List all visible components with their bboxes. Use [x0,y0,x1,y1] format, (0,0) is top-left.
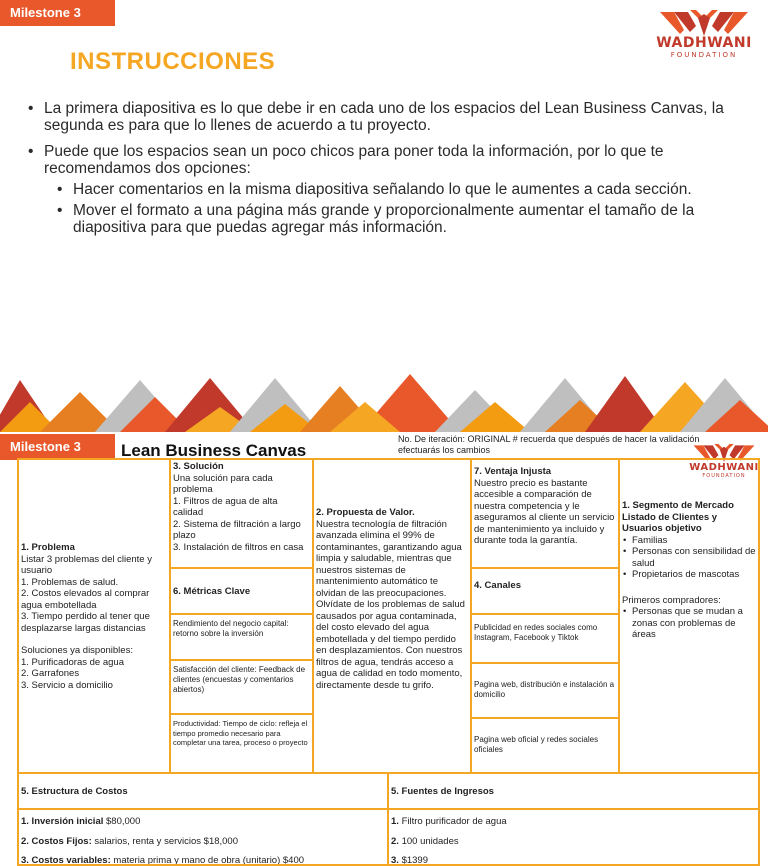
cell-solucion[interactable] [169,458,314,569]
cell-text: Nuestra tecnología de filtración avanzada elimina el 99% de contaminantes, garantizando agua limpia y saludable, mientras que nuestros sistemas de mantenimiento automático te olvidan de las preocupaciones. [316,518,462,599]
list-item: 1. Problemas de salud. [21,576,119,588]
cell-text: Una solución para cada problema [173,472,273,495]
decorative-triangles [0,372,768,432]
cell-text: Olvídate de los problemas de salud causados por agua contaminada, del costo elevado del agua embotellada y del tiempo perdido en desplazamientos. Con nuestros filtros de agua, tendrás acceso a agua de calidad en todo momento, directamente desde tu grifo. [316,599,465,691]
cell-canales-2[interactable] [470,662,620,719]
list-item: 3. Instalación de filtros en casa [173,541,304,553]
cell-heading: 3. Solución [173,461,224,472]
sub-bullet-item: • Hacer comentarios en la misma diapositiva señalando lo que le aumentes a cada sección. [57,181,743,198]
logo-chevrons-icon [660,10,748,36]
cost-row: 3. Costos variables: materia prima y mano de obra (unitario) $400 [21,855,305,866]
channel-item: Pagina web, distribución e instalación a domicilio [474,680,615,699]
early-buyers-list [622,606,756,641]
cost-row: 1. Inversión inicial $80,000 [21,816,141,827]
list-item: • Propietarios de mascotas [622,569,756,581]
cell-heading: 5. Fuentes de Ingresos [389,774,758,810]
cell-subheading: Soluciones ya disponibles: [21,645,133,656]
milestone-tag: Milestone 3 [0,0,115,26]
cell-propuesta[interactable] [312,458,472,774]
cell-heading: 2. Propuesta de Valor. [316,507,415,518]
list-item: 3. Servicio a domicilio [21,679,113,691]
cell-metricas-2[interactable] [169,659,314,715]
cell-text: Nuestro precio es bastante accesible a comparación de nuestra competencia y le aseguramos al cliente un servicio de mantenimiento ya incluido y durante toda la garantía. [474,477,615,546]
cell-heading: 1. Problema [21,542,75,553]
cell-costos[interactable] [17,772,389,866]
sub-bullet-item: • Mover el formato a una página más grande y proporcionalmente aumentar el tamaño de la diapositiva para que puedas agregar más información. [57,202,743,236]
bullet-item: • La primera diapositiva es lo que debe ir en cada uno de los espacios del Lean Business Canvas, la segunda es para que lo llenes de acuerdo a tu proyecto. [28,100,743,134]
cell-subheading: Primeros compradores: [622,594,721,606]
cell-heading: 1. Segmento de Mercado Listado de Clientes y Usuarios objetivo [622,500,734,534]
channel-item: Pagina web oficial y redes sociales oficiales [474,735,599,754]
metric-item: Rendimiento del negocio capital: retorno sobre la inversión [173,619,289,638]
cell-canales-3[interactable] [470,717,620,774]
wadhwani-logo [652,10,756,59]
cell-canales-1[interactable] [470,613,620,664]
metric-item: Satisfacción del cliente: Feedback de clientes (encuestas y comentarios abiertos) [173,665,306,694]
logo-name: WADHWANI [689,462,759,473]
cell-canales-header[interactable] [470,567,620,615]
canvas-title: Lean Business Canvas [121,441,307,460]
revenue-row: 2. 100 unidades [391,835,459,847]
segment-list [622,535,756,581]
cell-segmento[interactable] [618,458,760,774]
list-item: • Familias [622,535,756,547]
slide-lean-canvas [0,432,768,866]
cell-problema[interactable] [17,458,171,774]
logo-sub: FOUNDATION [702,473,746,479]
cell-heading: 6. Métricas Clave [173,586,251,597]
cell-ventaja[interactable] [470,458,620,569]
cell-metricas-header[interactable] [169,567,314,615]
cell-metricas-3[interactable] [169,713,314,774]
logo-name: WADHWANI [656,35,752,51]
cell-heading: 5. Estructura de Costos [19,774,387,810]
list-item: 1. Purificadoras de agua [21,656,124,668]
iteration-note: No. De iteración: ORIGINAL # recuerda que después de hacer la validación efectuarás los cambios [398,434,700,455]
list-item: 1. Filtros de agua de alta calidad [173,495,278,518]
bullet-item: • Puede que los espacios sean un poco chicos para poner toda la información, por lo que te recomendamos dos opciones: [28,143,743,177]
revenue-row: 1. Filtro purificador de agua [391,816,507,827]
list-item: • Personas que se mudan a zonas con problemas de áreas [622,606,756,641]
milestone-tag: Milestone 3 [0,434,115,460]
cell-metricas-1[interactable] [169,613,314,661]
cell-heading: 7. Ventaja Injusta [474,466,552,477]
page-title: INSTRUCCIONES [70,48,276,75]
cell-ingresos[interactable] [387,772,760,866]
list-item: • Personas con sensibilidad de salud [622,546,756,569]
list-item: 3. Tiempo perdido al tener que desplazarse largas distancias [21,611,150,634]
list-item: 2. Costos elevados al comprar agua embotellada [21,588,150,611]
slide-instructions [0,0,768,432]
list-item: 2. Sistema de filtración a largo plazo [173,518,301,541]
instructions-list [28,100,743,240]
logo-sub: FOUNDATION [670,51,738,59]
channel-item: Publicidad en redes sociales como Instagram, Facebook y Tiktok [474,623,598,642]
cell-text: Listar 3 problemas del cliente y usuario [21,553,152,576]
cost-row: 2. Costos Fijos: salarios, renta y servicios $18,000 [21,835,239,847]
metric-item: Productividad: Tiempo de ciclo: refleja el tiempo promedio necesario para completar una tarea, proceso o proyecto [173,719,308,747]
revenue-row: 3. $1399 [391,855,428,866]
cell-heading: 4. Canales [474,580,521,591]
list-item: 2. Garrafones [21,668,80,679]
